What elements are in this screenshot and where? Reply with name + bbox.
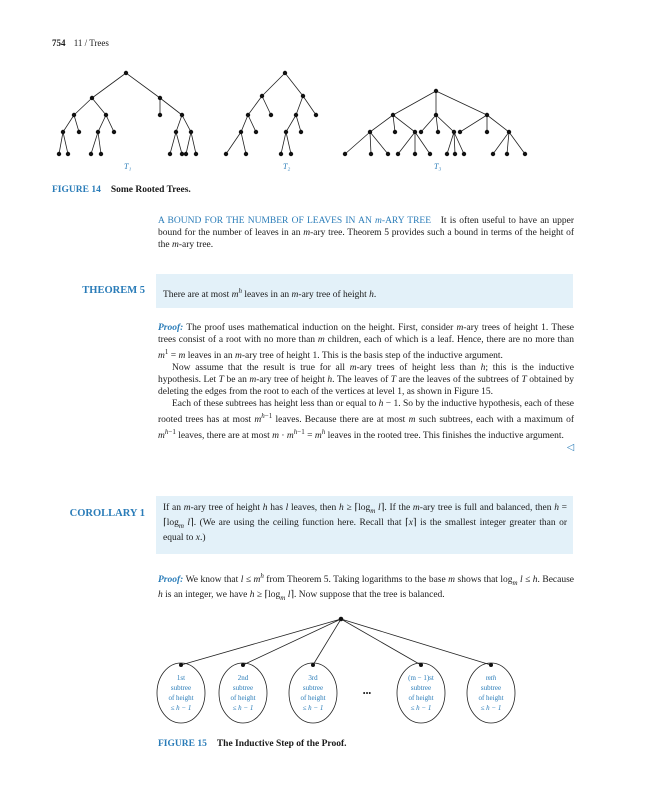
section-intro: A BOUND FOR THE NUMBER OF LEAVES IN AN m-ARY TREE It is often useful to have an upper bound for the number of leaves in an m-ary tree. Theorem 5 provides such a bound in terms of the height of the m-ary tree. — [158, 216, 575, 250]
subtree-4-l3: of height — [408, 694, 434, 702]
figure-14-caption — [52, 185, 191, 195]
running-head — [52, 38, 109, 48]
subtree-1-l2: subtree — [170, 684, 192, 692]
subtree-ellipse-1 — [157, 663, 205, 723]
t2-label: T₂ — [283, 162, 291, 171]
subtree-5-l1: mth — [485, 674, 497, 682]
subtree-1-l3: of height — [168, 694, 194, 702]
subtree-3-l2: subtree — [302, 684, 324, 692]
subtree-ellipse-2 — [219, 663, 267, 723]
subtree-2-l2: subtree — [232, 684, 254, 692]
subtree-5-l4: ≤ h − 1 — [480, 704, 502, 712]
figure-15-caption — [158, 739, 346, 749]
figure-14-title: Some Rooted Trees. — [110, 185, 191, 195]
page-number: 754 — [52, 38, 66, 48]
subtree-2-l4: ≤ h − 1 — [232, 704, 254, 712]
corollary-box: If an m-ary tree of height h has l leaves, then $h \ge ⌈\log_m$ l⌉. If the m-ary tree is full and balanced, then $h = ⌈\log_m$ l⌉. (We are using the ceiling function here. Recall that ⌈x⌉ is the smallest integer greater than or equal to x.) — [156, 496, 573, 554]
figure-15-title: The Inductive Step of the Proof. — [216, 739, 347, 749]
subtree-4-l2: subtree — [410, 684, 432, 692]
subtree-ellipse-3 — [289, 663, 337, 723]
subtree-ellipse-4 — [397, 663, 445, 723]
subtree-2-l1: 2nd — [237, 674, 249, 682]
figure-15-number: FIGURE 15 — [158, 739, 207, 749]
heading-part1: A BOUND FOR THE NUMBER OF LEAVES IN AN — [158, 216, 376, 226]
subtree-5-l3: of height — [478, 694, 504, 702]
intro-text1: It is often useful to have an upper bound for the number of leaves in an — [158, 216, 575, 238]
proof-label: Proof: — [158, 323, 184, 333]
subtree-3-l1: 3rd — [308, 674, 318, 682]
t1-label: T₁ — [124, 162, 132, 171]
subtree-ellipsis: ••• — [362, 689, 372, 698]
intro-text3: -ary tree. — [178, 240, 214, 250]
t3-label: T₃ — [434, 162, 442, 171]
heading-part2: -ARY TREE — [381, 216, 432, 226]
figure-14-number: FIGURE 14 — [52, 185, 101, 195]
subtree-1-l4: ≤ h − 1 — [170, 704, 192, 712]
theorem-label: THEOREM 5 — [82, 285, 145, 296]
chapter-title: 11 / Trees — [73, 38, 109, 48]
corollary-label: COROLLARY 1 — [69, 508, 145, 519]
heading-m: m — [375, 216, 382, 226]
tree-t1 — [59, 73, 196, 154]
proof-label-2: Proof: — [158, 575, 184, 586]
subtree-2-l3: of height — [230, 694, 256, 702]
subtree-3-l3: of height — [300, 694, 326, 702]
proof-theorem-5: Proof: The proof uses mathematical induction on the height. First, consider m-ary trees of height 1. These trees consist of a root with no more than m children, each of which is a leaf. Hence, there are no more than $m^1 = m$ leaves in an m-ary tree of height 1. This is the basis step of the inductive argument. Now assume that the result is true for all m-ary trees of height less than h; this is the inductive hypothesis. Let T be an m-ary tree of height h. The leaves of T are the leaves of the subtrees of T obtained by deleting the edges from the root to each of the vertices at level 1, as shown in Figure 15. Each of these subtrees has height less than or equal to h − 1. So by the inductive hypothesis, each of these rooted trees has at most $m^{h-1}$ leaves. Because there are at most m such subtrees, each with a maximum of $m^{h-1}$ leaves, there are at most $m \cdot m^{h-1} = m^h$ leaves in the rooted tree. This finishes the inductive argument. ◁ — [158, 323, 574, 454]
theorem-box: There are at most $m^h$ leaves in an m-ary tree of height h. — [156, 274, 573, 308]
figure-14-trees — [0, 60, 648, 180]
proof-corollary: Proof: We know that $l \le m^h$ from Theorem 5. Taking logarithms to the base m shows that $\log_m l \le h$. Because h is an integer, we have $h \ge ⌈\log_m$ l⌉. Now suppose that the tree is balanced. — [158, 572, 575, 602]
subtree-3-l4: ≤ h − 1 — [302, 704, 324, 712]
subtree-4-l1: (m − 1)st — [408, 674, 434, 682]
subtree-5-l2: subtree — [480, 684, 502, 692]
subtree-1-l1: 1st — [176, 674, 186, 682]
subtree-ellipse-5 — [467, 663, 515, 723]
tree-t3 — [345, 91, 525, 154]
figure-15-diagram — [0, 610, 648, 725]
qed-symbol: ◁ — [566, 443, 574, 454]
subtree-4-l4: ≤ h − 1 — [410, 704, 432, 712]
section-heading — [158, 216, 431, 226]
intro-text2: -ary tree. Theorem 5 provides such a bound in terms of the height of the — [158, 228, 574, 250]
